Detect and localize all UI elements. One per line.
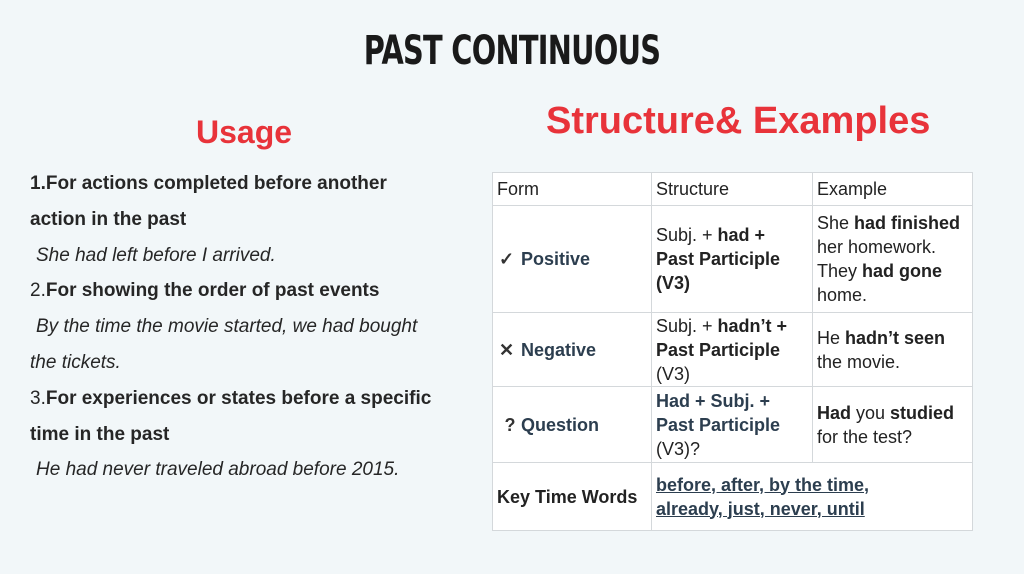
usage-item-2-rule-text: For showing the order of past events xyxy=(45,280,380,302)
example-question-part2: for the test? xyxy=(817,426,913,447)
structure-cell-question xyxy=(652,387,813,463)
usage-item-1-rule-line1: For actions completed before another xyxy=(45,173,387,194)
table-row-negative xyxy=(493,313,973,387)
usage-item-3-example: He had never traveled abroad before 2015. xyxy=(36,459,400,481)
table-header-row xyxy=(493,173,973,206)
structure-question-post: (V3)? xyxy=(656,438,701,459)
usage-list xyxy=(30,166,470,488)
usage-item-2-example-line2: the tickets. xyxy=(30,351,121,373)
example-positive-bold2: had gone xyxy=(862,261,943,281)
form-label-positive: Positive xyxy=(521,249,591,269)
structure-question-bold: Had + Subj. + Past Participle xyxy=(656,390,781,435)
example-positive-part2: her homework. They xyxy=(817,237,937,281)
page-title: PAST CONTINUOUS xyxy=(363,28,661,74)
form-label-negative: Negative xyxy=(521,339,597,360)
usage-item-3-rule xyxy=(30,381,470,417)
table-row-key-time-words xyxy=(493,463,973,531)
usage-item-2-rule xyxy=(30,273,470,309)
usage-item-1-example: She had left before I arrived. xyxy=(36,244,276,266)
structure-table xyxy=(492,172,973,531)
structure-negative-post: (V3) xyxy=(656,363,691,384)
table-row-positive xyxy=(493,206,973,313)
example-cell-question xyxy=(813,387,973,463)
usage-item-1-rule-line2: action in the past xyxy=(30,208,187,230)
example-question-bold2: studied xyxy=(890,402,955,423)
structure-heading: Structure& Examples xyxy=(546,100,931,142)
usage-item-2-example-line1: By the time the movie started, we had bought xyxy=(36,316,418,338)
example-positive-part3: home. xyxy=(817,285,868,305)
key-time-words-line2: already, just, never, until xyxy=(656,498,865,519)
column-header-structure: Structure xyxy=(652,173,813,206)
example-cell-negative xyxy=(813,313,973,387)
structure-positive-bold: had + Past Participle (V3) xyxy=(656,225,781,293)
usage-heading: Usage xyxy=(196,114,293,150)
key-time-words-line1: before, after, by the time, xyxy=(656,474,870,495)
column-header-example: Example xyxy=(813,173,973,206)
usage-item-2-number: 2. xyxy=(30,280,46,302)
example-question-bold1: Had xyxy=(817,402,852,423)
usage-item-3-rule-line1: For experiences or states before a specific xyxy=(45,387,432,409)
key-time-words-cell xyxy=(652,463,973,531)
structure-cell-negative xyxy=(652,313,813,387)
usage-item-1-number: 1. xyxy=(30,173,46,194)
form-label-question: Question xyxy=(521,414,600,435)
checkmark-icon: ✓ xyxy=(499,249,515,269)
question-mark-icon: ? xyxy=(504,414,516,435)
structure-cell-positive xyxy=(652,206,813,313)
example-negative-bold1: hadn’t seen xyxy=(845,327,946,348)
table-row-question xyxy=(493,387,973,463)
example-positive-part1: She xyxy=(817,213,855,233)
example-negative-part1: He xyxy=(817,327,846,348)
example-negative-part2: the movie. xyxy=(817,351,901,372)
column-header-form: Form xyxy=(493,173,652,206)
example-positive-bold1: had finished xyxy=(854,213,961,233)
structure-negative-plain: Subj. + xyxy=(656,315,718,336)
structure-negative-bold: hadn’t + Past Participle xyxy=(656,315,788,360)
example-cell-positive xyxy=(813,206,973,313)
key-time-words-label: Key Time Words xyxy=(493,463,652,531)
form-cell-positive xyxy=(493,206,652,313)
structure-positive-plain: Subj. + xyxy=(656,225,718,245)
form-cell-negative xyxy=(493,313,652,387)
form-cell-question xyxy=(493,387,652,463)
usage-item-1-rule xyxy=(30,166,470,202)
example-question-part1: you xyxy=(851,402,891,423)
usage-item-3-number: 3. xyxy=(30,387,46,409)
cross-icon: ✕ xyxy=(499,339,515,360)
usage-item-3-rule-line2: time in the past xyxy=(30,423,170,445)
